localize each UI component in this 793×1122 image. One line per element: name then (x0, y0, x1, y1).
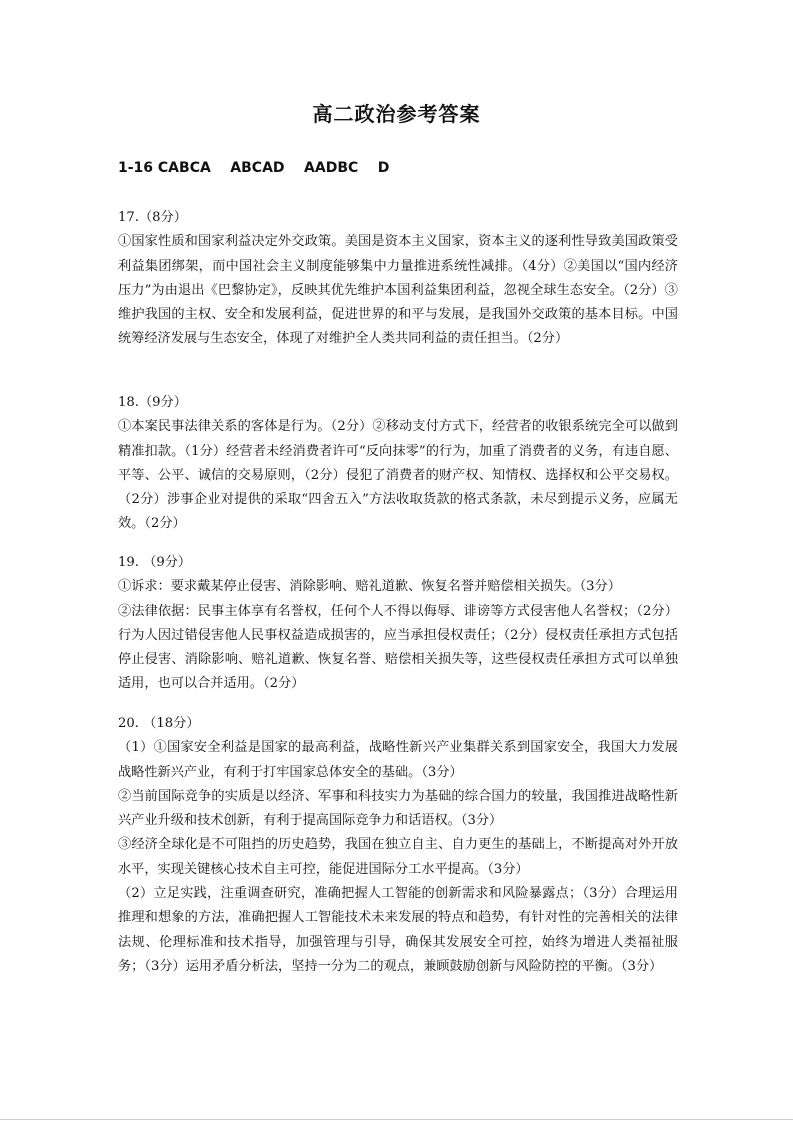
multiple-choice-answers: 1-16 CABCA ABCAD AADBC D (118, 160, 390, 176)
question-18-answer: ①本案民事法律关系的客体是行为。（2分）②移动支付方式下，经营者的收银系统完全可以做到精准扣款。（1分）经营者未经消费者许可“反向抹零”的行为，加重了消费者的义务，有违自愿、平等、公平、诚信的交易原则，（2分）侵犯了消费者的财产权、知情权、选择权和公平交易权。（2分）涉事企业对提供的采取“四舍五入”方法收取货款的格式条款，未尽到提示义务，应属无效。（2分） (118, 419, 678, 532)
question-19 (118, 551, 678, 697)
question-18-heading: 18.（9分） (118, 395, 187, 410)
page-bottom-divider (0, 1119, 793, 1120)
page-title: 高二政治参考答案 (312, 102, 481, 126)
question-19-legal-basis: ②法律依据：民事主体享有名誉权，任何个人不得以侮辱、诽谤等方式侵害他人名誉权；（2分）行为人因过错侵害他人民事权益造成损害的，应当承担侵权责任；（2分）侵权责任承担方式包括停止侵害、消除影响、赔礼道歉、恢复名誉、赔偿相关损失等，这些侵权责任承担方式可以单独适用，也可以合并适用。（2分） (118, 603, 678, 692)
question-20-heading: 20. （18分） (118, 716, 200, 731)
question-20 (118, 712, 678, 979)
question-20-part2: （2）立足实践，注重调查研究，准确把握人工智能的创新需求和风险暴露点；（3分）合理运用推理和想象的方法，准确把握人工智能技术未来发展的特点和趋势，有针对性的完善相关的法律法规、伦理标准和技术指导，加强管理与引导，确保其发展安全可控，始终为增进人类福祉服务；（3分）运用矛盾分析法，坚持一分为二的观点，兼顾鼓励创新与风险防控的平衡。（3分） (118, 886, 678, 974)
question-17-answer: ①国家性质和国家利益决定外交政策。美国是资本主义国家，资本主义的逐利性导致美国政策受利益集团绑架，而中国社会主义制度能够集中力量推进系统性减排。（4分）②美国以“国内经济压力”为由退出《巴黎协定》，反映其优先维护本国利益集团利益，忽视全球生态安全。（2分）③维护我国的主权、安全和发展利益，促进世界的和平与发展，是我国外交政策的基本目标。中国统筹经济发展与生态安全，体现了对维护全人类共同利益的责任担当。（2分） (118, 234, 678, 347)
question-20-part1-point1: （1）①国家安全利益是国家的最高利益，战略性新兴产业集群关系到国家安全，我国大力发展战略性新兴产业，有利于打牢国家总体安全的基础。（3分） (118, 740, 678, 780)
question-18 (118, 391, 678, 537)
question-20-part1-point3: ③经济全球化是不可阻挡的历史趋势，我国在独立自主、自力更生的基础上，不断提高对外开放水平，实现关键核心技术自主可控，能促进国际分工水平提高。（3分） (118, 837, 678, 877)
question-19-claim: ①诉求：要求戴某停止侵害、消除影响、赔礼道歉、恢复名誉并赔偿相关损失。（3分） (118, 579, 621, 595)
question-17-heading: 17.（8分） (118, 210, 187, 225)
question-19-heading: 19. （9分） (118, 555, 192, 570)
question-17 (118, 206, 678, 352)
question-20-part1-point2: ②当前国际竞争的实质是以经济、军事和科技实力为基础的综合国力的较量，我国推进战略性新兴产业升级和技术创新，有利于提高国际竞争力和话语权。（3分） (118, 788, 678, 829)
